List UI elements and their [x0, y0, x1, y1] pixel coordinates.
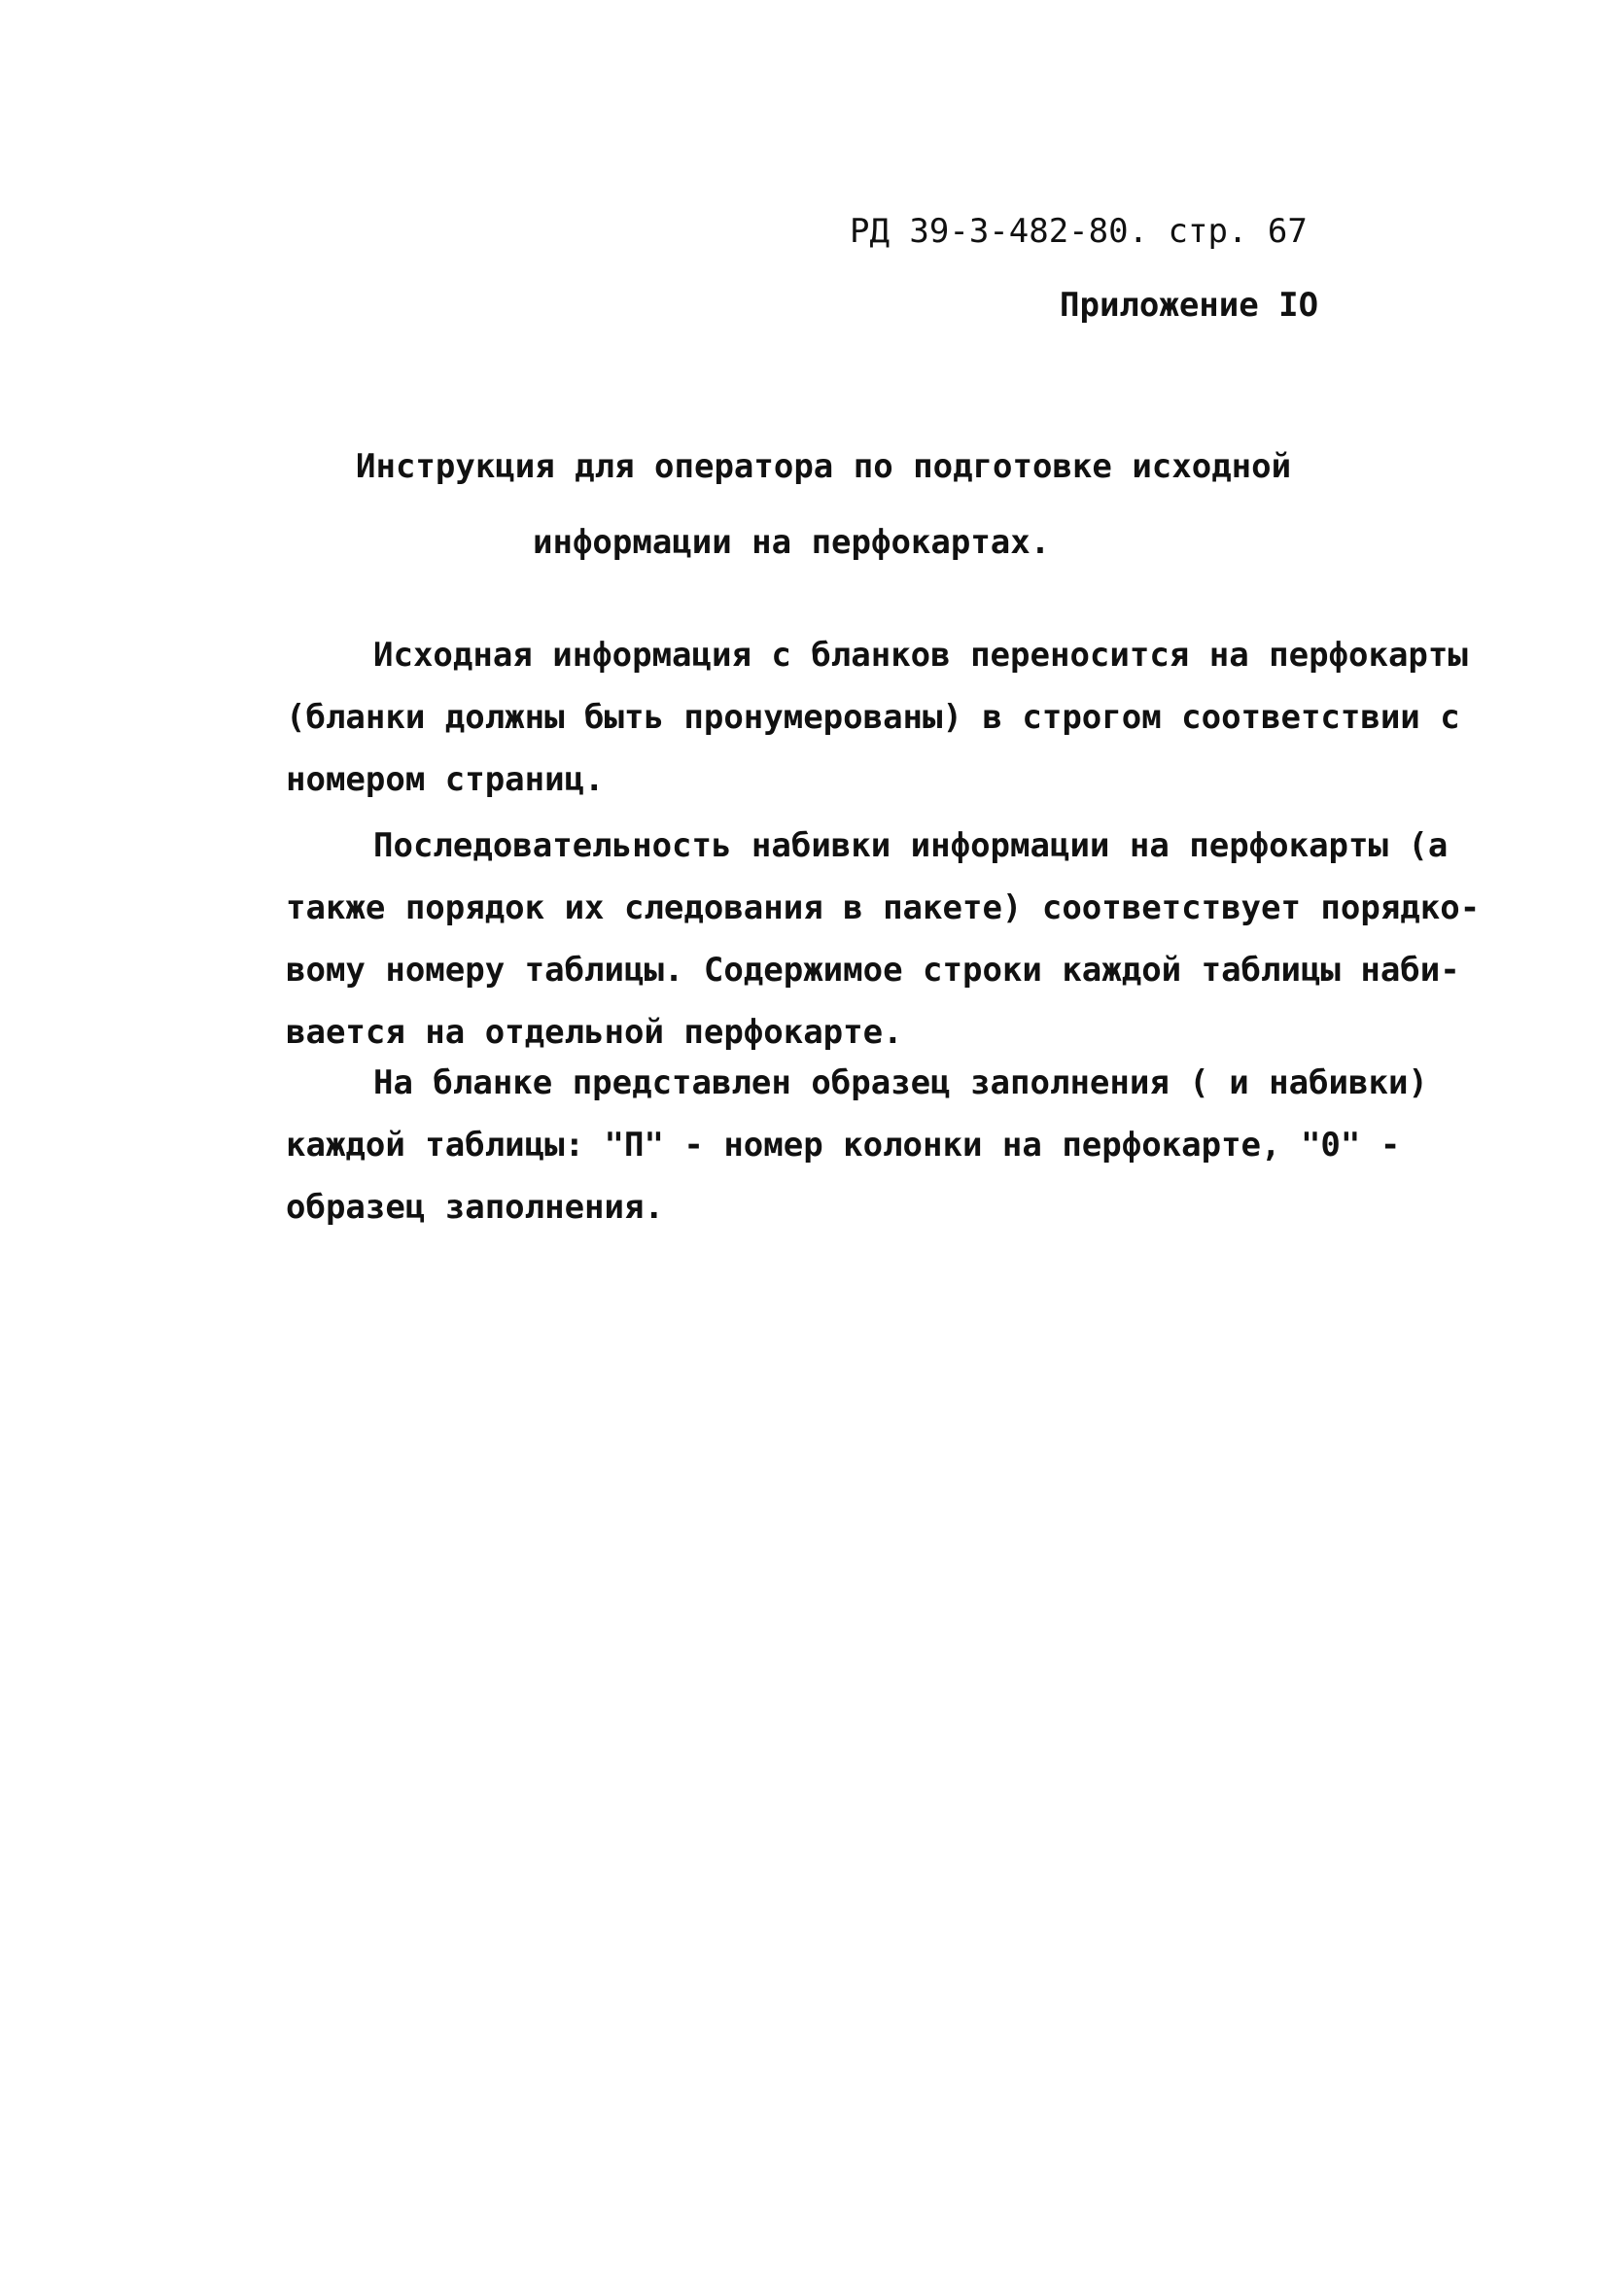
- appendix-label: Приложение IO: [1060, 286, 1319, 325]
- title-line-1: Инструкция для оператора по подготовке исходной: [356, 447, 1292, 486]
- paragraph-1-line-3: номером страниц.: [286, 760, 605, 799]
- paragraph-3-line-1: На бланке представлен образец заполнения ( и набивки): [373, 1063, 1428, 1102]
- document-reference: РД 39-3-482-80. стр. 67: [850, 212, 1308, 251]
- paragraph-2-line-1: Последовательность набивки информации на перфокарты (а: [373, 826, 1449, 865]
- paragraph-3-line-3: образец заполнения.: [286, 1188, 664, 1227]
- paragraph-3-line-2: каждой таблицы: "П" - номер колонки на перфокарте, "0" -: [286, 1126, 1401, 1165]
- paragraph-2-line-2: также порядок их следования в пакете) соответствует порядко-: [286, 888, 1481, 927]
- paragraph-2-line-4: вается на отдельной перфокарте.: [286, 1013, 903, 1052]
- title-line-2: информации на перфокартах.: [533, 523, 1051, 562]
- paragraph-1-line-2: (бланки должны быть пронумерованы) в строгом соответствии с: [286, 698, 1460, 737]
- paragraph-2-line-3: вому номеру таблицы. Содержимое строки каждой таблицы наби-: [286, 951, 1460, 990]
- paragraph-1-line-1: Исходная информация с бланков переносится на перфокарты: [373, 636, 1468, 675]
